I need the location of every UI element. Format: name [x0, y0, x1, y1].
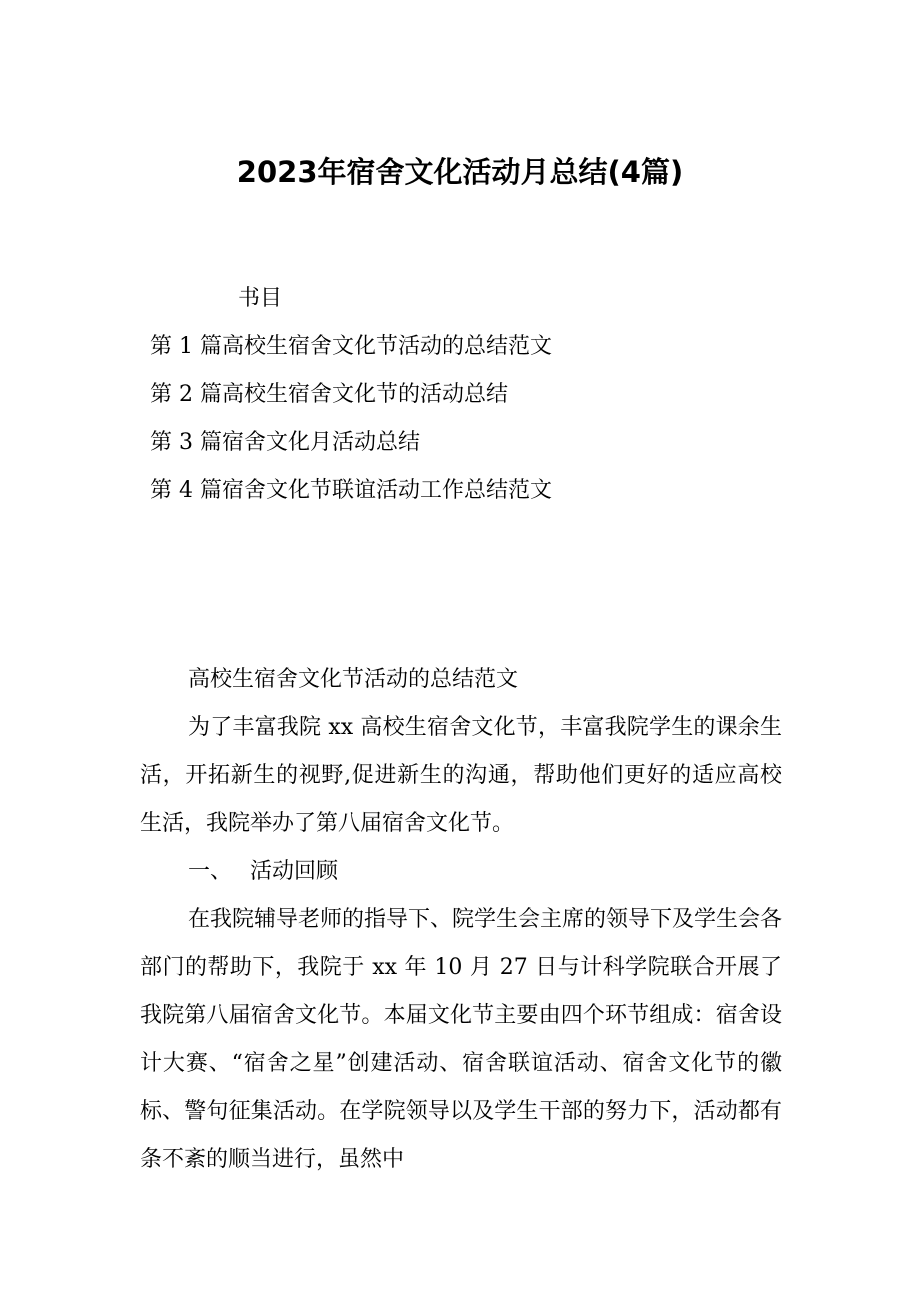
- intro-paragraph: 为了丰富我院 xx 高校生宿舍文化节，丰富我院学生的课余生活，开拓新生的视野,促进新生的沟通，帮助他们更好的适应高校生活，我院举办了第八届宿舍文化节。: [140, 715, 782, 836]
- body-paragraph: 在我院辅导老师的指导下、院学生会主席的领导下及学生会各部门的帮助下，我院于 xx 年 10 月 27 日与计科学院联合开展了我院第八届宿舍文化节。本届文化节主要由四个环节组成：宿舍设计大赛、“宿舍之星”创建活动、宿舍联谊活动、宿舍文化节的徽标、警句征集活动。在学院领导以及学生干部的努力下，活动都有条不紊的顺当进行，虽然中: [140, 907, 783, 1172]
- toc-item-4: 第 4 篇宿舍文化节联谊活动工作总结范文: [150, 478, 552, 503]
- toc-heading: 书目: [238, 286, 283, 311]
- toc-item-2: 第 2 篇高校生宿舍文化节的活动总结: [150, 382, 508, 407]
- table-of-contents: [150, 275, 790, 515]
- article-body: [140, 656, 782, 1184]
- article-title: 高校生宿舍文化节活动的总结范文: [188, 667, 519, 692]
- section-title: 活动回顾: [250, 859, 339, 884]
- document-title: 2023年宿舍文化活动月总结(4篇): [236, 155, 684, 189]
- section-heading: [140, 848, 782, 896]
- toc-item-3: 第 3 篇宿舍文化月活动总结: [150, 430, 420, 455]
- toc-item-1: 第 1 篇高校生宿舍文化节活动的总结范文: [150, 334, 552, 359]
- section-number: 一、: [188, 859, 233, 884]
